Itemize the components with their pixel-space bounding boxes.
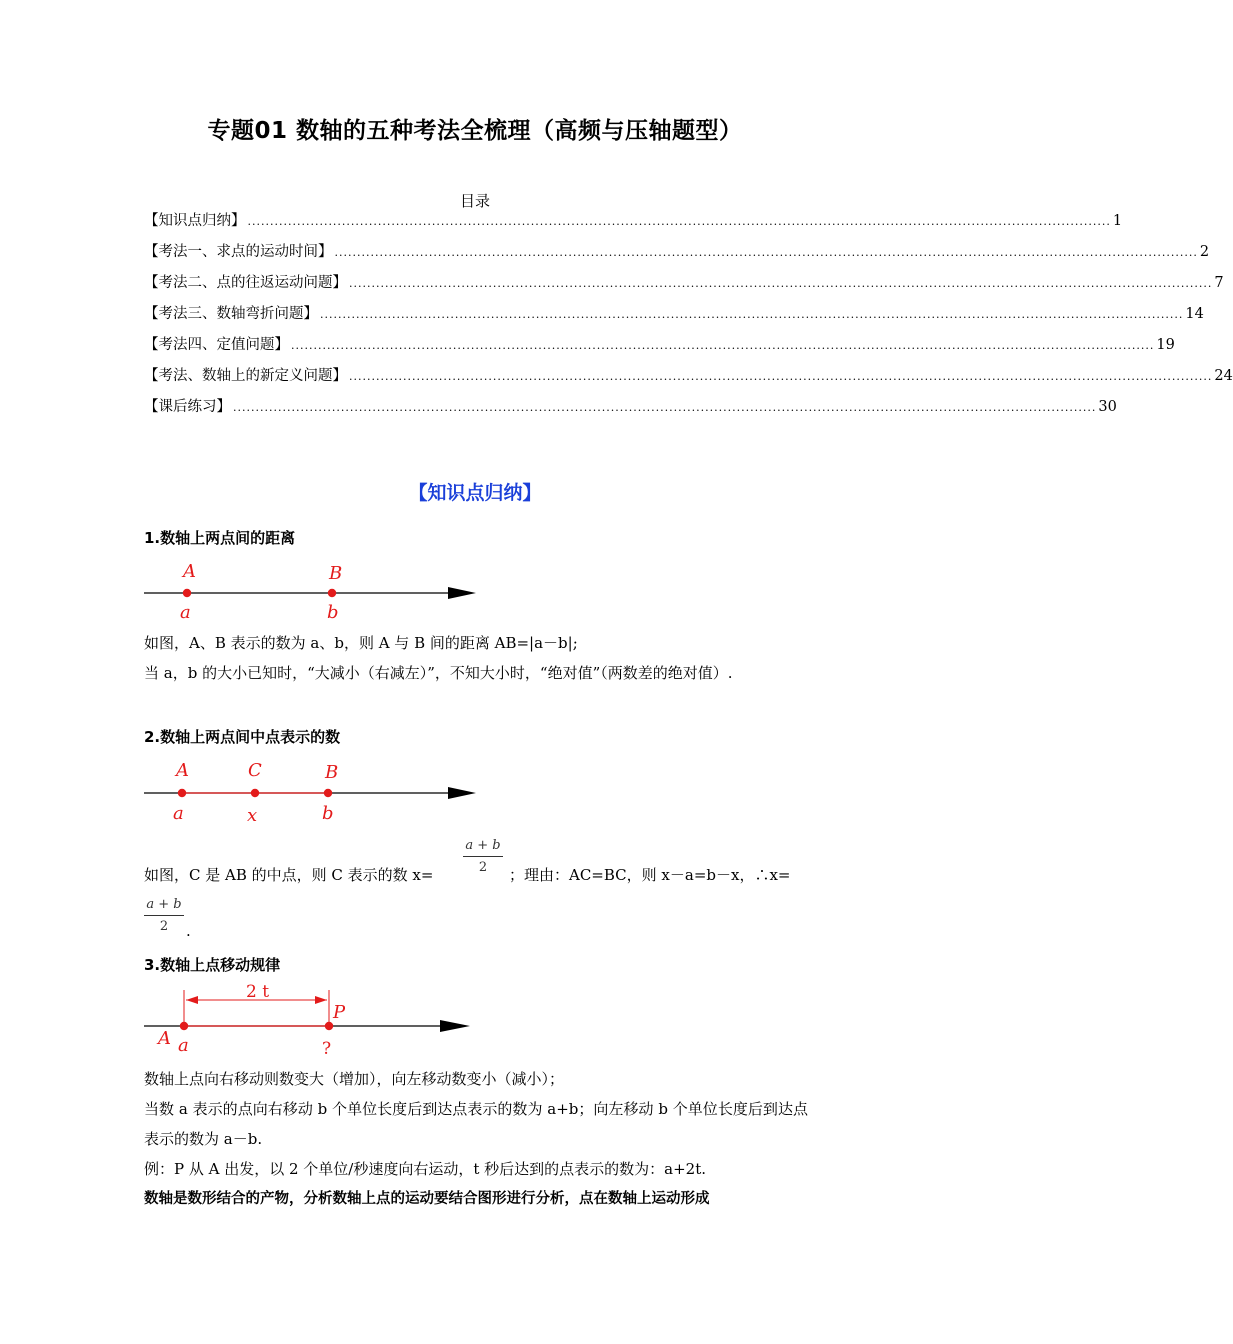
label-b: b <box>327 602 339 623</box>
label-distance: 2 t <box>246 982 270 1002</box>
toc-item-label: 【考法一、求点的运动时间】 <box>144 244 333 260</box>
toc-leader: ................................................................................................................................................................................................ <box>291 339 1155 352</box>
s1-text-1: 如图，A、B 表示的数为 a、b，则 A 与 B 间的距离 AB=|a－b|; <box>144 634 578 652</box>
fraction-numerator: a + b <box>465 838 501 853</box>
toc-item-page: 2 <box>1199 244 1210 260</box>
label-P: P <box>333 1002 346 1023</box>
toc-item-label: 【考法三、数轴弯折问题】 <box>144 306 318 322</box>
fraction-bar <box>463 856 503 857</box>
toc-heading: 目录 <box>459 192 490 210</box>
toc-item-page: 1 <box>1112 213 1123 229</box>
s3-text-4: 数轴是数形结合的产物，分析数轴上点的运动要结合图形进行分析，点在数轴上运动形成 <box>144 1191 710 1207</box>
fraction-midpoint-1 <box>463 838 503 875</box>
toc-item[interactable] <box>144 332 1175 363</box>
point-b <box>328 589 336 597</box>
page-title: 专题01 数轴的五种考法全梳理（高频与压轴题型） <box>207 118 743 144</box>
point-a <box>178 789 186 797</box>
point-b <box>324 789 332 797</box>
point-a <box>180 1022 188 1030</box>
s3-text-1: 数轴上点向右移动则数变大（增加），向左移动数变小（减小）； <box>144 1070 565 1088</box>
label-B: B <box>329 563 343 584</box>
label-b: b <box>322 803 334 824</box>
s3-text-2: 当数 a 表示的点向右移动 b 个单位长度后到达点表示的数为 a+b；向左移动 b 个单位长度后到达点表示的数为 a－b. <box>144 1100 808 1148</box>
toc-leader: ................................................................................................................................................................................................ <box>349 277 1213 290</box>
subsection-1-title: 1.数轴上两点间的距离 <box>144 529 296 547</box>
s1-text-2: 当 a，b 的大小已知时，“大减小（右减左）”，不知大小时，“绝对值”（两数差的绝对值）. <box>144 664 733 682</box>
section-heading: 【知识点归纳】 <box>408 482 542 504</box>
s2-text-end: . <box>186 922 191 940</box>
point-p <box>325 1022 333 1030</box>
s2-text-post: ；理由：AC=BC，则 x－a=b－x，∴x= <box>509 866 791 884</box>
s2-text-pre: 如图，C 是 AB 的中点，则 C 表示的数 x= <box>144 866 434 884</box>
toc-leader: ................................................................................................................................................................................................ <box>247 215 1111 228</box>
axis-arrow <box>440 1020 470 1032</box>
toc-item-page: 19 <box>1156 337 1175 353</box>
toc-item[interactable] <box>144 394 1117 425</box>
toc-leader: ................................................................................................................................................................................................ <box>233 401 1097 414</box>
label-A: A <box>158 1028 171 1049</box>
label-x: x <box>247 805 258 826</box>
s3-text-3: 例：P 从 A 出发，以 2 个单位/秒速度向右运动，t 秒后达到的点表示的数为：a+2t. <box>144 1160 707 1178</box>
toc-item[interactable] <box>144 270 1224 301</box>
toc-item-page: 30 <box>1098 399 1117 415</box>
label-A: A <box>176 760 189 781</box>
fraction-bar <box>144 915 184 916</box>
point-a <box>183 589 191 597</box>
toc-item-label: 【考法、数轴上的新定义问题】 <box>144 368 347 384</box>
label-a: a <box>173 803 184 824</box>
toc-item-label: 【考法四、定值问题】 <box>144 337 289 353</box>
number-line-figure-2 <box>140 755 485 830</box>
toc-leader: ................................................................................................................................................................................................ <box>349 370 1213 383</box>
label-A: A <box>183 561 196 582</box>
fraction-midpoint-2 <box>144 897 184 934</box>
dimension-arrow-right <box>315 996 327 1004</box>
toc-item[interactable] <box>144 208 1123 239</box>
subsection-3-title: 3.数轴上点移动规律 <box>144 956 281 974</box>
axis-arrow <box>448 787 476 799</box>
toc-item-page: 7 <box>1214 275 1224 291</box>
toc-item[interactable] <box>144 239 1210 270</box>
subsection-2-title: 2.数轴上两点间中点表示的数 <box>144 728 341 746</box>
fraction-numerator: a + b <box>146 897 182 912</box>
toc-leader: ................................................................................................................................................................................................ <box>334 246 1198 259</box>
label-a: a <box>178 1035 189 1056</box>
toc-item-page: 14 <box>1185 306 1204 322</box>
number-line-figure-1 <box>140 556 485 626</box>
label-a: a <box>180 602 191 623</box>
number-line-figure-3 <box>140 978 480 1060</box>
toc-item-label: 【课后练习】 <box>144 399 231 415</box>
axis-arrow <box>448 587 476 599</box>
fraction-denominator: 2 <box>159 919 169 934</box>
point-c <box>251 789 259 797</box>
toc-item-label: 【知识点归纳】 <box>144 213 246 229</box>
label-unknown: ? <box>322 1039 332 1059</box>
toc-item[interactable] <box>144 301 1204 332</box>
toc-item[interactable] <box>144 363 1233 394</box>
label-C: C <box>248 760 262 781</box>
dimension-arrow-left <box>186 996 198 1004</box>
toc-item-page: 24 <box>1214 368 1233 384</box>
fraction-denominator: 2 <box>478 860 488 875</box>
toc-item-label: 【考法二、点的往返运动问题】 <box>144 275 347 291</box>
toc-leader: ................................................................................................................................................................................................ <box>320 308 1184 321</box>
table-of-contents <box>144 208 1233 425</box>
label-B: B <box>325 762 339 783</box>
